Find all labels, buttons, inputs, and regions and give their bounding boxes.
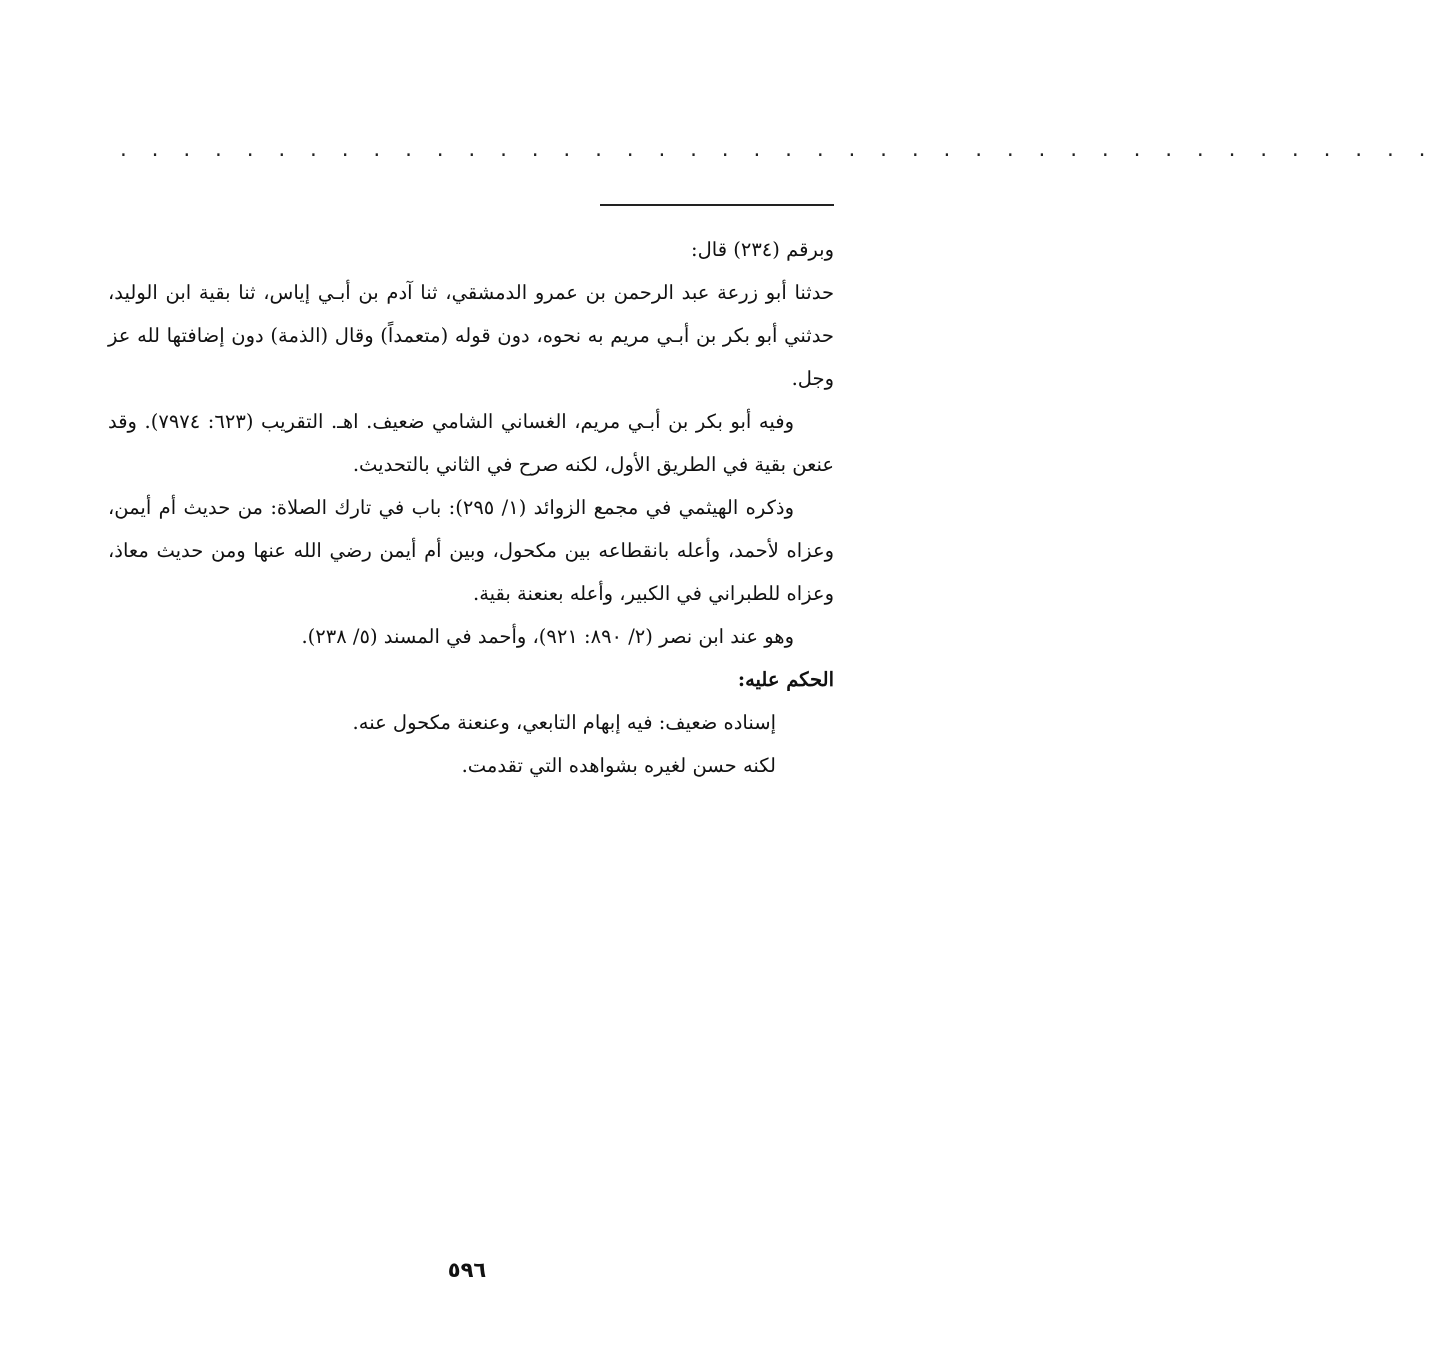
page-number: ٥٩٦	[447, 1258, 487, 1282]
paragraph-sources: وهو عند ابن نصر (٢/ ٨٩٠: ٩٢١)، وأحمد في المسند (٥/ ٢٣٨).	[301, 625, 794, 648]
paragraph-isnad: حدثنا أبو زرعة عبد الرحمن بن عمرو الدمشقي، ثنا آدم بن أبـي إياس، ثنا بقية ابن الوليد، حدثني أبو بكر بن أبـي مريم به نحوه، دون قوله (متعمداً) وقال (الذمة) دون إضافتها لله عز وجل.	[108, 281, 834, 390]
paragraph-ruling-hasan: لكنه حسن لغيره بشواهده التي تقدمت.	[461, 754, 776, 777]
dotted-separator: . . . . . . . . . . . . . . . . . . . . . . . . . . . . . . . . . . . . . . . . . .	[118, 140, 1432, 161]
footnote-rule	[600, 204, 834, 206]
section-heading-ruling: الحكم عليه:	[737, 668, 834, 691]
paragraph-ruling-weak: إسناده ضعيف: فيه إبهام التابعي، وعنعنة مكحول عنه.	[352, 711, 776, 734]
paragraph-narrator: وفيه أبو بكر بن أبـي مريم، الغساني الشامي ضعيف. اهـ. التقريب (٦٢٣: ٧٩٧٤). وقد عنعن بقية في الطريق الأول، لكنه صرح في الثاني بالتحديث.	[108, 410, 834, 476]
paragraph-haythami: وذكره الهيثمي في مجمع الزوائد (١/ ٢٩٥): باب في تارك الصلاة: من حديث أم أيمن، وعزاه لأحمد، وأعله بانقطاعه بين مكحول، وبين أم أيمن رضي الله عنها ومن حديث معاذ، وعزاه للطبراني في الكبير، وأعله بعنعنة بقية.	[108, 496, 834, 605]
paragraph-intro: وبرقم (٢٣٤) قال:	[691, 238, 834, 261]
body-text	[108, 228, 834, 787]
